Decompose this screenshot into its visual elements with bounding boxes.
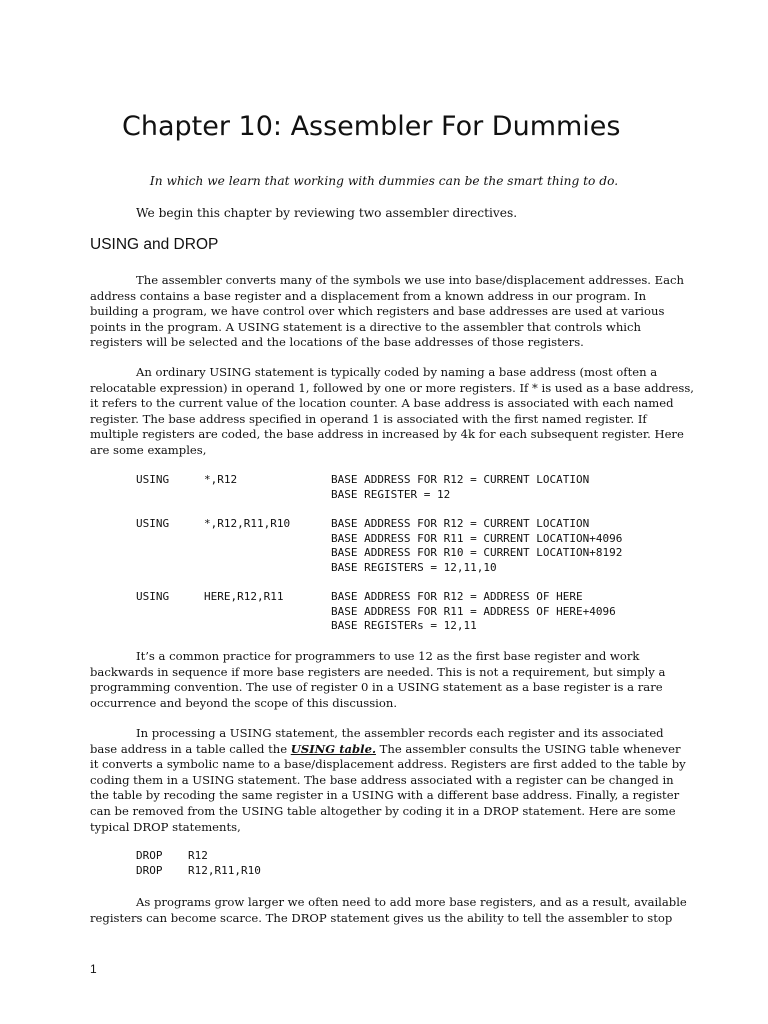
code-line (136, 488, 589, 503)
drop-examples (136, 849, 261, 878)
code-line (136, 605, 616, 620)
code-comment: BASE ADDRESS FOR R12 = ADDRESS OF HERE (331, 590, 583, 603)
paragraph-line: building a program, we have control over which registers and base addresses are used at various (90, 304, 665, 319)
paragraph-line: it converts a symbolic name to a base/displacement address. Registers are first added to the table by (90, 757, 686, 772)
paragraph-line: points in the program. A USING statement is a directive to the assembler that controls which (90, 319, 641, 334)
chapter-epigraph: In which we learn that working with dummies can be the smart thing to do. (149, 174, 619, 188)
code-line (136, 532, 622, 547)
paragraph-line: In processing a USING statement, the assembler records each register and its associated (136, 726, 664, 740)
code-line (136, 590, 616, 605)
code-line (136, 849, 261, 864)
code-opcode: DROP (136, 863, 163, 877)
paragraph-2 (90, 365, 694, 459)
paragraph-line: multiple registers are coded, the base address in increased by 4k for each subsequent register. Here (90, 427, 684, 442)
paragraph-text: The assembler consults the USING table whenever (375, 741, 681, 756)
code-comment: BASE ADDRESS FOR R12 = CURRENT LOCATION (331, 517, 590, 530)
paragraph-line: address contains a base register and a displacement from a known address in our program. In (90, 288, 647, 303)
paragraph-line: can be removed from the USING table altogether by coding it in a DROP statement. Here are some (90, 803, 676, 818)
using-example-1 (136, 473, 589, 502)
code-operand: R12,R11,R10 (188, 863, 261, 877)
code-operand: *,R12 (204, 473, 238, 486)
paragraph-line (90, 741, 681, 758)
code-line (136, 546, 622, 561)
code-opcode: USING (136, 590, 170, 603)
code-comment: BASE REGISTER = 12 (331, 487, 451, 501)
paragraph-line: An ordinary USING statement is typically coded by naming a base address (most often a (136, 365, 658, 379)
paragraph-line: backwards in sequence if more base registers are needed. This is not a requirement, but simply a (90, 664, 666, 679)
paragraph-line: typical DROP statements, (90, 819, 241, 834)
paragraph-3 (90, 649, 678, 711)
chapter-title: Chapter 10: Assembler For Dummies (122, 111, 621, 142)
code-line (136, 517, 622, 532)
paragraph-line: coding them in a USING statement. The base address associated with a register can be changed in (90, 772, 674, 787)
code-operand: HERE,R12,R11 (204, 590, 284, 603)
paragraph-line: registers will be selected and the locations of the base addresses of those registers. (90, 335, 584, 350)
using-example-3 (136, 590, 616, 634)
code-line (136, 619, 616, 634)
paragraph-line: The assembler converts many of the symbols we use into base/displacement addresses. Each (136, 273, 684, 287)
intro-sentence: We begin this chapter by reviewing two assembler directives. (136, 206, 518, 220)
paragraph-4 (90, 726, 686, 835)
code-comment: BASE ADDRESS FOR R11 = CURRENT LOCATION+4096 (331, 531, 623, 545)
paragraph-line: As programs grow larger we often need to add more base registers, and as a result, available (136, 895, 687, 909)
code-opcode: USING (136, 473, 170, 486)
section-heading: USING and DROP (90, 236, 219, 253)
code-opcode: DROP (136, 849, 163, 862)
code-comment: BASE REGISTERs = 12,11 (331, 619, 477, 633)
code-line (136, 473, 589, 488)
code-comment: BASE REGISTERS = 12,11,10 (331, 560, 497, 574)
paragraph-line: registers can become scarce. The DROP statement gives us the ability to tell the assembler to stop (90, 910, 673, 925)
page-number: 1 (90, 962, 97, 976)
code-comment: BASE ADDRESS FOR R10 = CURRENT LOCATION+8192 (331, 546, 623, 560)
code-comment: BASE ADDRESS FOR R12 = CURRENT LOCATION (331, 473, 590, 486)
paragraph-line: occurrence and beyond the scope of this discussion. (90, 695, 398, 710)
using-table-term: USING table. (290, 741, 376, 756)
code-opcode: USING (136, 517, 170, 530)
paragraph-line: it refers to the current value of the location counter. A base address is associated with each named (90, 396, 674, 411)
paragraph-1 (90, 273, 684, 351)
code-line (136, 864, 261, 879)
code-line (136, 561, 622, 576)
paragraph-line: register. The base address specified in operand 1 is associated with the first named register. If (90, 411, 647, 426)
paragraph-text: base address in a table called the (90, 741, 291, 756)
paragraph-line: are some examples, (90, 442, 207, 457)
paragraph-line: the table by recoding the same register in a USING with a different base address. Finally, a register (90, 788, 680, 803)
code-operand: R12 (188, 849, 208, 862)
paragraph-5 (90, 895, 687, 926)
paragraph-line: programming convention. The use of register 0 in a USING statement as a base register is a rare (90, 680, 663, 695)
paragraph-line: It’s a common practice for programmers to use 12 as the first base register and work (136, 649, 640, 663)
using-example-2 (136, 517, 622, 575)
code-operand: *,R12,R11,R10 (204, 517, 291, 530)
code-comment: BASE ADDRESS FOR R11 = ADDRESS OF HERE+4096 (331, 604, 616, 618)
paragraph-line: relocatable expression) in operand 1, followed by one or more registers. If * is used as a base address, (90, 380, 694, 395)
